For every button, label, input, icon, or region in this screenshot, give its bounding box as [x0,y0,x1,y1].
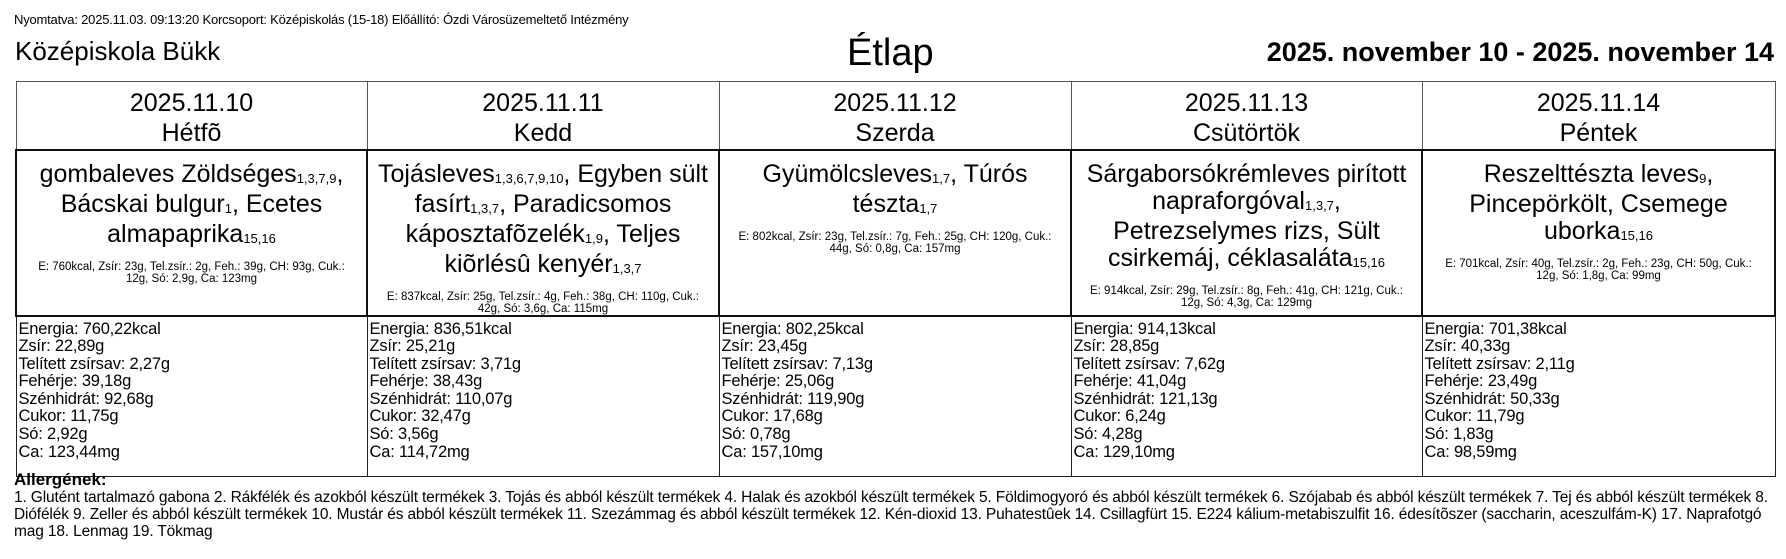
dish-name: gombaleves Zöldséges [39,159,297,188]
dish-name: Tojásleves [378,159,495,188]
nutrition-sugar: Cukor: 11,75g [18,407,119,426]
allergen-legend-title: Allergének: [14,470,107,489]
nutrition-sugar: Cukor: 6,24g [1073,407,1166,426]
dishes-cell-monday [16,150,367,316]
nutrition-summary: E: 802kcal, Zsír: 23g, Tel.zsír.: 7g, Feh.: 25g, CH: 120g, Cuk.: 44g, Só: 0,8g, Ca: 157mg [738,230,1052,255]
dish-separator: , [950,159,964,188]
day-header-thursday [1071,82,1422,150]
dish-name: Paradicsomos káposztafõzelék [405,189,672,248]
nutrition-saturated-fat: Telített zsírsav: 2,27g [18,354,170,373]
nutrition-summary: E: 760kcal, Zsír: 23g, Tel.zsír.: 2g, Feh.: 39g, CH: 93g, Cuk.: 12g, Só: 2,9g, Ca: 123mg [38,260,345,285]
nutrition-calcium: Ca: 129,10mg [1073,442,1175,461]
allergen-codes: 9 [1699,170,1707,186]
day-header-row [16,82,1775,150]
nutrition-sugar: Cukor: 11,79g [1424,407,1525,426]
day-date: 2025.11.10 [129,89,254,117]
nutrition-protein: Fehérje: 38,43g [369,372,483,391]
nutrition-fat: Zsír: 40,33g [1424,337,1511,356]
day-date: 2025.11.14 [1536,89,1661,117]
nutrition-cell-friday [1422,316,1775,477]
allergen-codes: 1,7 [919,200,938,216]
nutrition-protein: Fehérje: 23,49g [1424,372,1538,391]
allergen-codes: 1,3,7 [470,200,500,216]
day-weekday: Kedd [513,119,573,147]
day-header-wednesday [719,82,1071,150]
nutrition-protein: Fehérje: 25,06g [721,372,835,391]
allergen-codes: 1 [224,200,232,216]
dish-separator: , [499,189,513,218]
allergen-codes: 1,3,7 [612,260,642,276]
nutrition-cell-wednesday [719,316,1071,477]
nutrition-salt: Só: 3,56g [369,425,439,444]
dish-list [1429,161,1768,248]
dish-name: Egyben sült fasírt [414,159,708,218]
allergen-legend-text: 1. Glutént tartalmazó gabona 2. Rákfélék és azokból készült termékek 3. Tojás és abból készült termékek 4. Halak és azokból készült termékek 5. Földimogyoró és abból készült termékek 6. Szójabab és abból készült termékek 7. Tej és abból készült termékek 8. Diófélék 9. Zeller és abból készült termékek 10. Mustár és abból készült termékek 11. Szezámmag és abból készült termékek 12. Kén-dioxid 13. Puhatestûek 14. Csillagfürt 15. E224 kálium-metabiszulfit 16. édesítõszer (saccharin, aceszulfám-K) 17. Naprafotgó mag 18. Lenmag 19. Tökmag [14,489,1768,540]
nutrition-saturated-fat: Telített zsírsav: 7,62g [1073,354,1225,373]
nutrition-protein: Fehérje: 41,04g [1073,372,1187,391]
allergen-codes: 15,16 [1352,254,1386,270]
dish-name: Bácskai bulgur [60,189,225,218]
dish-separator: , [602,219,617,248]
nutrition-saturated-fat: Telített zsírsav: 3,71g [369,354,521,373]
nutrition-fat: Zsír: 23,45g [721,337,808,356]
nutrition-cell-monday [16,316,367,477]
day-header-monday [16,82,367,150]
day-header-tuesday [367,82,719,150]
nutrition-protein: Fehérje: 39,18g [18,372,132,391]
nutrition-calcium: Ca: 114,72mg [369,442,470,461]
nutrition-energy: Energia: 836,51kcal [369,319,512,338]
dish-separator: , [231,189,246,218]
day-date: 2025.11.11 [482,89,604,117]
day-weekday: Szerda [855,119,935,147]
nutrition-fat: Zsír: 28,85g [1073,337,1160,356]
dish-name: Csemege uborka [1544,189,1728,245]
dish-separator: , [563,159,578,188]
dish-separator: , [336,159,344,188]
dish-name: Ecetes almapaprika [107,189,323,248]
dish-separator: , [1706,159,1714,188]
nutrition-energy: Energia: 701,38kcal [1424,319,1567,338]
nutrition-salt: Só: 2,92g [18,425,88,444]
nutrition-salt: Só: 1,83g [1424,425,1494,444]
dish-list [374,161,712,281]
dishes-cell-tuesday [367,150,719,316]
dishes-cell-wednesday [719,150,1071,316]
nutrition-energy: Energia: 802,25kcal [721,319,864,338]
day-weekday: Csütörtök [1193,119,1300,147]
dish-list [726,161,1064,221]
nutrition-fat: Zsír: 25,21g [369,337,456,356]
allergen-codes: 15,16 [243,230,276,246]
nutrition-energy: Energia: 914,13kcal [1073,319,1216,338]
allergen-codes: 1,7 [932,170,951,186]
school-name: Középiskola Bükk [15,36,221,66]
day-date: 2025.11.12 [833,89,957,117]
dish-separator: , [1606,189,1621,218]
dish-name: Pincepörkölt [1469,189,1607,218]
dish-name: Túrós tészta [852,159,1028,218]
nutrition-cell-tuesday [367,316,719,477]
dish-list [1078,161,1415,275]
dish-separator: , [1333,186,1341,215]
dish-name: Sült csirkemáj, céklasaláta [1107,216,1380,272]
nutrition-calcium: Ca: 123,44mg [18,442,120,461]
day-weekday: Péntek [1559,119,1638,147]
dish-separator: , [1322,216,1337,245]
nutrition-summary: E: 914kcal, Zsír: 29g, Tel.zsír.: 8g, Feh.: 41g, CH: 121g, Cuk.: 12g, Só: 4,3g, Ca: 129mg [1090,284,1403,309]
allergen-codes: 1,3,7 [1305,197,1334,213]
dish-name: Reszelttészta leves [1483,159,1700,188]
weekly-menu-table [15,81,1776,477]
nutrition-saturated-fat: Telített zsírsav: 7,13g [721,354,873,373]
allergen-codes: 1,3,7,9 [296,170,337,186]
nutrition-calcium: Ca: 157,10mg [721,442,823,461]
nutrition-sugar: Cukor: 17,68g [721,407,823,426]
day-date: 2025.11.13 [1184,89,1309,117]
allergen-codes: 1,3,6,7,9,10 [494,170,564,186]
nutrition-carbohydrate: Szénhidrát: 121,13g [1073,389,1218,408]
nutrition-energy: Energia: 760,22kcal [18,319,161,338]
dish-name: Gyümölcsleves [762,159,933,188]
dish-name: Petrezselymes rizs [1113,216,1323,245]
page-title: Étlap [847,32,934,74]
allergen-codes: 1,9 [584,230,603,246]
nutrition-carbohydrate: Szénhidrát: 92,68g [18,389,154,408]
nutrition-calcium: Ca: 98,59mg [1424,442,1517,461]
date-range: 2025. november 10 - 2025. november 14 [1266,37,1774,67]
dish-name: Teljes kiõrlésû kenyér [444,219,681,278]
dish-list [23,161,360,251]
nutrition-carbohydrate: Szénhidrát: 119,90g [721,389,865,408]
print-info: Nyomtatva: 2025.11.03. 09:13:20 Korcsoport: Középiskolás (15-18) Előállító: Ózdi Városüzemeltető Intézmény [14,12,629,27]
allergen-codes: 15,16 [1620,227,1653,243]
nutrition-carbohydrate: Szénhidrát: 50,33g [1424,389,1560,408]
nutrition-cell-thursday [1071,316,1422,477]
nutrition-sugar: Cukor: 32,47g [369,407,471,426]
nutrition-row [16,316,1775,477]
nutrition-summary: E: 701kcal, Zsír: 40g, Tel.zsír.: 2g, Feh.: 23g, CH: 50g, Cuk.: 12g, Só: 1,8g, Ca: 99mg [1445,257,1752,282]
nutrition-fat: Zsír: 22,89g [18,337,105,356]
dish-name: Sárgaborsókrémleves pirított napraforgóval [1086,159,1407,215]
nutrition-salt: Só: 4,28g [1073,425,1143,444]
nutrition-summary: E: 837kcal, Zsír: 25g, Tel.zsír.: 4g, Feh.: 38g, CH: 110g, Cuk.: 42g, Só: 3,6g, Ca: 115mg [386,290,700,315]
nutrition-salt: Só: 0,78g [721,425,791,444]
dishes-cell-thursday [1071,150,1422,316]
dishes-cell-friday [1422,150,1775,316]
day-weekday: Hétfõ [161,119,222,147]
nutrition-saturated-fat: Telített zsírsav: 2,11g [1424,354,1575,373]
nutrition-carbohydrate: Szénhidrát: 110,07g [369,389,513,408]
day-header-friday [1422,82,1775,150]
dishes-row [16,150,1775,316]
